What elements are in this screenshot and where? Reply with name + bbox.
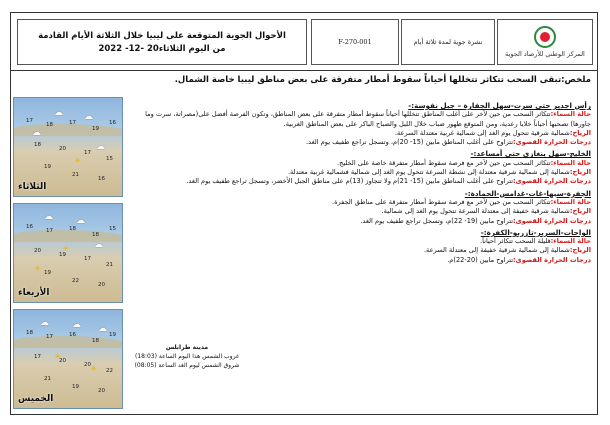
sunrise-time: شروق الشمس ليوم الغد الساعة (08:05) — [134, 362, 240, 369]
temp-value: 17 — [84, 256, 91, 262]
temp-value: 19 — [44, 270, 51, 276]
forecast-maps — [13, 97, 123, 414]
temp-value: 16 — [109, 120, 116, 126]
sun-icon: ☀ — [74, 156, 82, 165]
map-day-label: الأربعاء — [18, 288, 50, 298]
temp-value: 17 — [34, 354, 41, 360]
sun-icon: ☀ — [54, 352, 62, 361]
rain-cloud-icon: ☁ — [98, 324, 107, 334]
sky-text: قليلة السحب تتكاثر أحياناً. — [480, 237, 551, 246]
rain-cloud-icon: ☁ — [32, 128, 41, 138]
center-name: المركز الوطني للأرصاد الجوية — [505, 50, 585, 58]
sun-icon: ☀ — [90, 364, 98, 373]
map-day-label: الثلاثاء — [18, 182, 47, 192]
sun-city: مدينة طرابلس — [165, 344, 209, 351]
sky-text: تتكاثر السحب من حين لآخر على أغلب المناطق تتخللها أحياناً سقوط أمطار متفرقة على بعض المناطق، وتكون الفرصة أفضل على(مصراتة، سرت وما جاورها) تصحبها أحياناً خلايا رعدية، ومن المتوقع ظهور ضباب خلال الليل والصباح الباكر على بعض المناطق الغربية. — [145, 110, 591, 128]
bulletin-title — [17, 19, 307, 65]
meteo-logo-icon — [534, 26, 556, 48]
sun-icon: ☀ — [62, 244, 70, 253]
temp-value: 20 — [34, 248, 41, 254]
max-temperature — [129, 177, 591, 186]
wind-condition — [129, 207, 591, 216]
cloud-icon: ☁ — [84, 112, 93, 122]
sky-text: تتكاثر السحب من حين لآخر مع فرصة سقوط أمطار متفرقة على مناطق الجفرة. — [331, 197, 551, 206]
summary: ملخص:تبقى السحب تتكاثر تتخللها أحياناً سقوط أمطار متفرقة على بعض مناطق ليبيا خاصة الشمال. — [174, 75, 591, 85]
temp-value: 20 — [59, 358, 66, 364]
temp-value: 17 — [84, 150, 91, 156]
temp-text: تتراوح على أغلب المناطق مابين (15- 20)م، وتسجل تراجع طفيف يوم الغد. — [306, 138, 514, 147]
wind-text: شمالية إلى شمالية شرقية معتدلة إلى نشطة السرعة تتحول يوم الغد إلى شمالية فشمالية غربية معتدلة. — [287, 168, 570, 177]
temp-value: 19 — [59, 252, 66, 258]
sky-label: حالة السماء: — [550, 158, 591, 167]
temp-value: 18 — [92, 232, 99, 238]
wind-text: شمالية شرقية تتحول يوم الغد إلى شمالية غربية معتدلة السرعة. — [394, 128, 570, 137]
temp-value: 16 — [69, 332, 76, 338]
regional-forecast — [129, 99, 591, 265]
temp-label: درجات الحرارة القصوى: — [513, 255, 591, 264]
wind-text: شمالية شرقية خفيفة إلى معتدلة السرعة تتحول يوم الغد إلى شمالية. — [381, 207, 570, 216]
cloud-icon: ☁ — [94, 240, 103, 250]
rain-cloud-icon: ☁ — [76, 216, 85, 226]
temp-value: 17 — [26, 118, 33, 124]
region-heading: الواحات-السرير-تازربو-الكفرة:- — [480, 227, 591, 237]
cloud-icon: ☁ — [40, 318, 49, 328]
temp-value: 15 — [106, 156, 113, 162]
wind-condition — [129, 168, 591, 177]
temp-value: 18 — [26, 330, 33, 336]
temp-value: 21 — [44, 376, 51, 382]
temp-value: 21 — [106, 262, 113, 268]
temp-value: 20 — [98, 282, 105, 288]
temp-value: 22 — [72, 278, 79, 284]
temp-value: 17 — [69, 120, 76, 126]
wind-label: الرياح: — [569, 128, 591, 137]
bulletin-sheet — [10, 12, 598, 415]
sun-times — [127, 343, 247, 370]
temp-value: 17 — [46, 228, 53, 234]
temp-label: درجات الحرارة القصوى: — [513, 216, 591, 225]
sky-condition — [129, 237, 591, 246]
temp-value: 16 — [98, 176, 105, 182]
temp-value: 18 — [92, 338, 99, 344]
temp-value: 18 — [69, 226, 76, 232]
temp-value: 19 — [72, 384, 79, 390]
max-temperature — [129, 217, 591, 226]
sky-condition — [129, 198, 591, 207]
wind-label: الرياح: — [569, 207, 591, 216]
temp-label: درجات الحرارة القصوى: — [513, 138, 591, 147]
bulletin-header — [11, 13, 597, 71]
sunset-time: غروب الشمس هذا اليوم الساعة (18:03) — [134, 353, 240, 360]
sky-condition — [129, 110, 591, 129]
temp-value: 18 — [46, 122, 53, 128]
region-heading: الجفرة-سبها-غات-غدامس-الحمادة:- — [464, 188, 591, 198]
title-line-2: من اليوم الثلاثاء20 -12- 2022 — [98, 43, 226, 54]
max-temperature — [129, 138, 591, 147]
temp-text: تتراوح مابين (20-22)م. — [447, 255, 514, 264]
center-logo-cell — [497, 19, 593, 65]
sky-text: تتكاثر السحب من حين لآخر مع فرصة سقوط أمطار متفرقة خاصة على الخليج. — [337, 158, 551, 167]
wind-condition — [129, 129, 591, 138]
temp-value: 20 — [98, 388, 105, 394]
temp-value: 20 — [59, 146, 66, 152]
sun-icon: ☀ — [34, 264, 42, 273]
temp-value: 21 — [72, 172, 79, 178]
forecast-map-tuesday — [13, 97, 123, 197]
map-day-label: الخميس — [18, 394, 54, 404]
temp-label: درجات الحرارة القصوى: — [513, 177, 591, 186]
document-code: F-270-001 — [311, 19, 399, 65]
wind-label: الرياح: — [569, 168, 591, 177]
wind-condition — [129, 246, 591, 255]
title-line-1: الأحوال الجوية المتوقعة على ليبيا خلال الثلاثة الأيام القادمة — [38, 30, 286, 41]
cloud-icon: ☁ — [54, 108, 63, 118]
temp-value: 19 — [109, 332, 116, 338]
sky-condition — [129, 159, 591, 168]
temp-value: 16 — [26, 224, 33, 230]
temp-value: 20 — [84, 362, 91, 368]
wind-label: الرياح: — [569, 246, 591, 255]
temp-value: 18 — [34, 142, 41, 148]
max-temperature — [129, 256, 591, 265]
temp-value: 17 — [46, 334, 53, 340]
sky-label: حالة السماء: — [550, 237, 591, 246]
sky-label: حالة السماء: — [550, 197, 591, 206]
temp-text: تتراوح مابين (19- 22)م، وتسجل تراجع طفيف يوم الغد. — [360, 216, 514, 225]
temp-text: تتراوح على أغلب المناطق مابين (15- 21)م ولا تتجاوز (13)م على مناطق الجبل الأخضر، وتسجل تراجع طفيف يوم الغد. — [186, 177, 514, 186]
temp-value: 15 — [109, 226, 116, 232]
temp-value: 19 — [92, 126, 99, 132]
region-heading: الخليج-سهل بنغازي حتى أمساعد:- — [470, 149, 591, 159]
temp-value: 22 — [106, 368, 113, 374]
document-name: نشرة جوية لمدة ثلاثة أيام — [401, 19, 495, 65]
forecast-map-thursday — [13, 309, 123, 409]
region-heading: رأس اجدير حتى سرت-سهل الجفارة – جبل نفوسة:- — [408, 101, 591, 110]
sky-label: حالة السماء: — [550, 110, 591, 119]
cloud-icon: ☁ — [72, 320, 81, 330]
cloud-icon: ☁ — [44, 212, 53, 222]
temp-value: 19 — [44, 164, 51, 170]
forecast-map-wednesday — [13, 203, 123, 303]
wind-text: شمالية إلى شمالية شرقية خفيفة إلى معتدلة السرعة. — [423, 246, 570, 255]
cloud-icon: ☁ — [96, 142, 105, 152]
